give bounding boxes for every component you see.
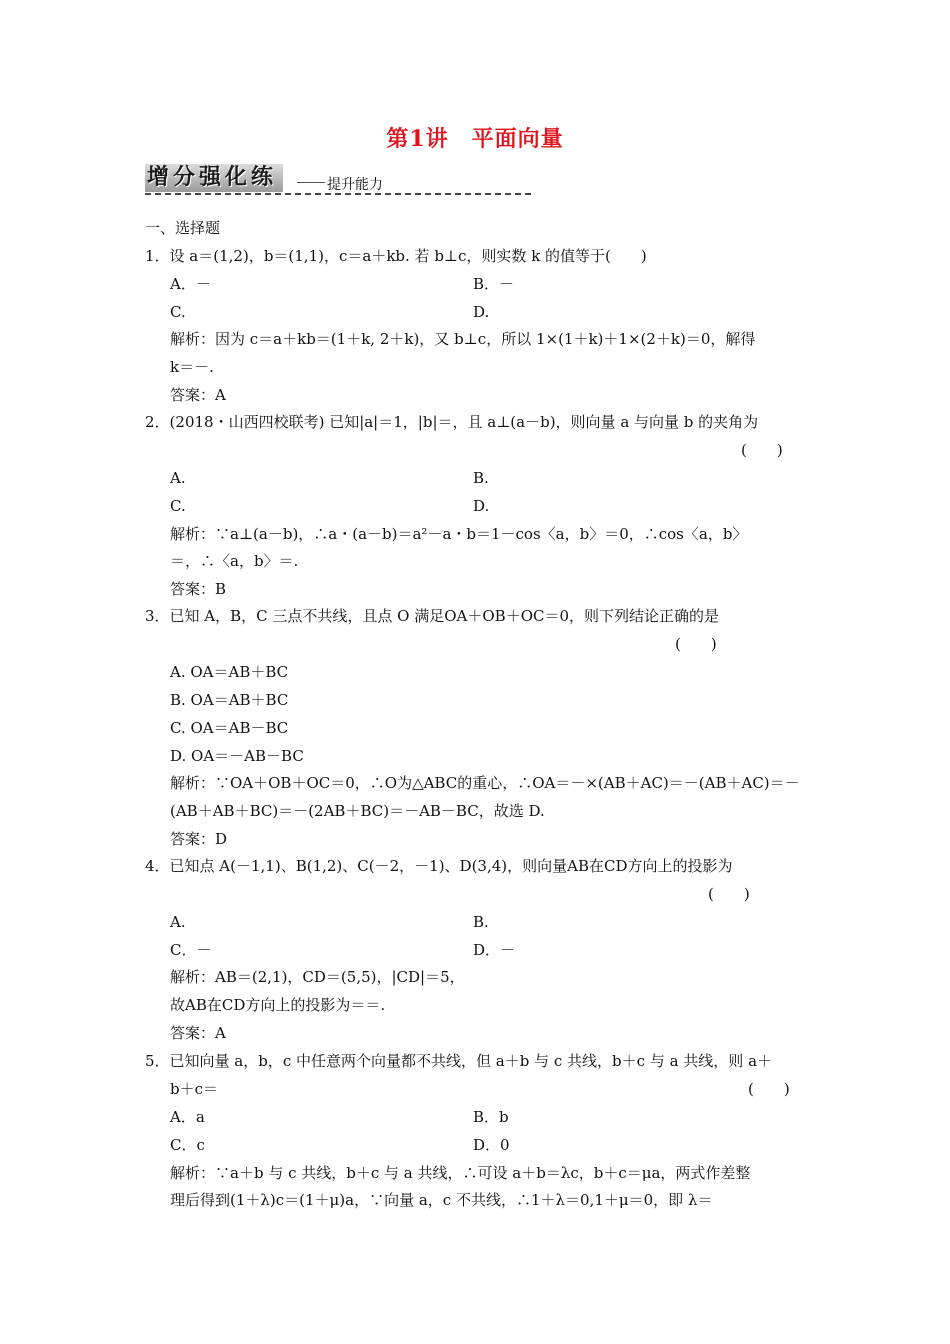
text-line: 答案：A: [170, 1024, 226, 1042]
text-line: C．－: [170, 941, 212, 959]
text-line: B．－: [473, 275, 515, 293]
section-banner: [145, 164, 531, 196]
text-line: 1．设 a＝(1,2)，b＝(1,1)，c＝a＋kb. 若 b⊥c，则实数 k 的值等于( ): [145, 247, 647, 265]
banner-subtitle: 提升能力: [327, 177, 383, 193]
text-line: ( ): [708, 885, 750, 903]
text-line: 答案：A: [170, 386, 226, 404]
text-line: (AB＋AB＋BC)＝－(2AB＋BC)＝－AB－BC，故选 D.: [170, 802, 545, 820]
text-line: A．－: [170, 275, 211, 293]
page-title: 第1讲 平面向量: [386, 126, 564, 152]
text-line: D.: [473, 497, 490, 515]
text-line: 答案：D: [170, 830, 228, 848]
text-line: A. OA＝AB＋BC: [170, 663, 289, 681]
text-line: 2．(2018・山西四校联考) 已知|a|＝1，|b|＝，且 a⊥(a－b)，则向量 a 与向量 b 的夹角为: [145, 413, 759, 431]
banner-title: 增分强化练: [145, 164, 283, 192]
text-line: 解析：∵OA＋OB＋OC＝0，∴O为△ABC的重心，∴OA＝－×(AB＋AC)＝－(AB＋AC)＝－: [170, 774, 800, 792]
text-line: D．0: [473, 1136, 510, 1154]
text-line: B. OA＝AB＋BC: [170, 691, 289, 709]
text-line: C.: [170, 497, 186, 515]
text-line: 3．已知 A，B，C 三点不共线，且点 O 满足OA＋OB＋OC＝0，则下列结论正确的是: [145, 607, 720, 625]
text-line: D.: [473, 303, 490, 321]
text-line: ( ): [741, 441, 783, 459]
text-line: C. OA＝AB－BC: [170, 719, 289, 737]
text-line: C．c: [170, 1136, 205, 1154]
text-line: 解析：因为 c＝a＋kb＝(1＋k, 2＋k)，又 b⊥c，所以 1×(1＋k)＋1×(2＋k)＝0，解得: [170, 330, 756, 348]
text-line: 解析：∵a＋b 与 c 共线，b＋c 与 a 共线，∴可设 a＋b＝λc，b＋c＝μa，两式作差整: [170, 1164, 751, 1182]
banner-dashed-rule: [145, 193, 531, 195]
text-line: ＝，∴〈a，b〉＝.: [170, 552, 299, 570]
text-line: A.: [170, 469, 186, 487]
text-line: 解析：AB＝(2,1)，CD＝(5,5)，|CD|＝5，: [170, 968, 465, 986]
text-line: ( ): [748, 1080, 790, 1098]
text-line: B．b: [473, 1108, 509, 1126]
text-line: D. OA＝－AB－BC: [170, 747, 304, 765]
text-line: 解析：∵a⊥(a－b)，∴a・(a－b)＝a²－a・b＝1－cos〈a，b〉＝0，∴cos〈a，b〉: [170, 525, 748, 543]
text-line: 故AB在CD方向上的投影为＝＝.: [170, 996, 386, 1014]
text-line: B.: [473, 913, 489, 931]
text-line: A.: [170, 913, 186, 931]
text-line: k＝－.: [170, 358, 214, 376]
text-line: 答案：B: [170, 580, 227, 598]
banner-connector: [297, 182, 325, 183]
text-line: B.: [473, 469, 489, 487]
text-line: ( ): [675, 635, 717, 653]
text-line: A．a: [170, 1108, 205, 1126]
text-line: D．－: [473, 941, 516, 959]
text-line: 一、选择题: [145, 219, 221, 237]
text-line: 理后得到(1＋λ)c＝(1＋μ)a，∵向量 a，c 不共线，∴1＋λ＝0,1＋μ＝0，即 λ＝: [170, 1191, 713, 1209]
text-line: 4．已知点 A(－1,1)、B(1,2)、C(－2，－1)、D(3,4)，则向量AB在CD方向上的投影为: [145, 857, 733, 875]
text-line: C.: [170, 303, 186, 321]
text-line: 5．已知向量 a，b，c 中任意两个向量都不共线，但 a＋b 与 c 共线，b＋c 与 a 共线，则 a＋: [145, 1052, 773, 1070]
text-line: b＋c＝: [170, 1080, 219, 1098]
